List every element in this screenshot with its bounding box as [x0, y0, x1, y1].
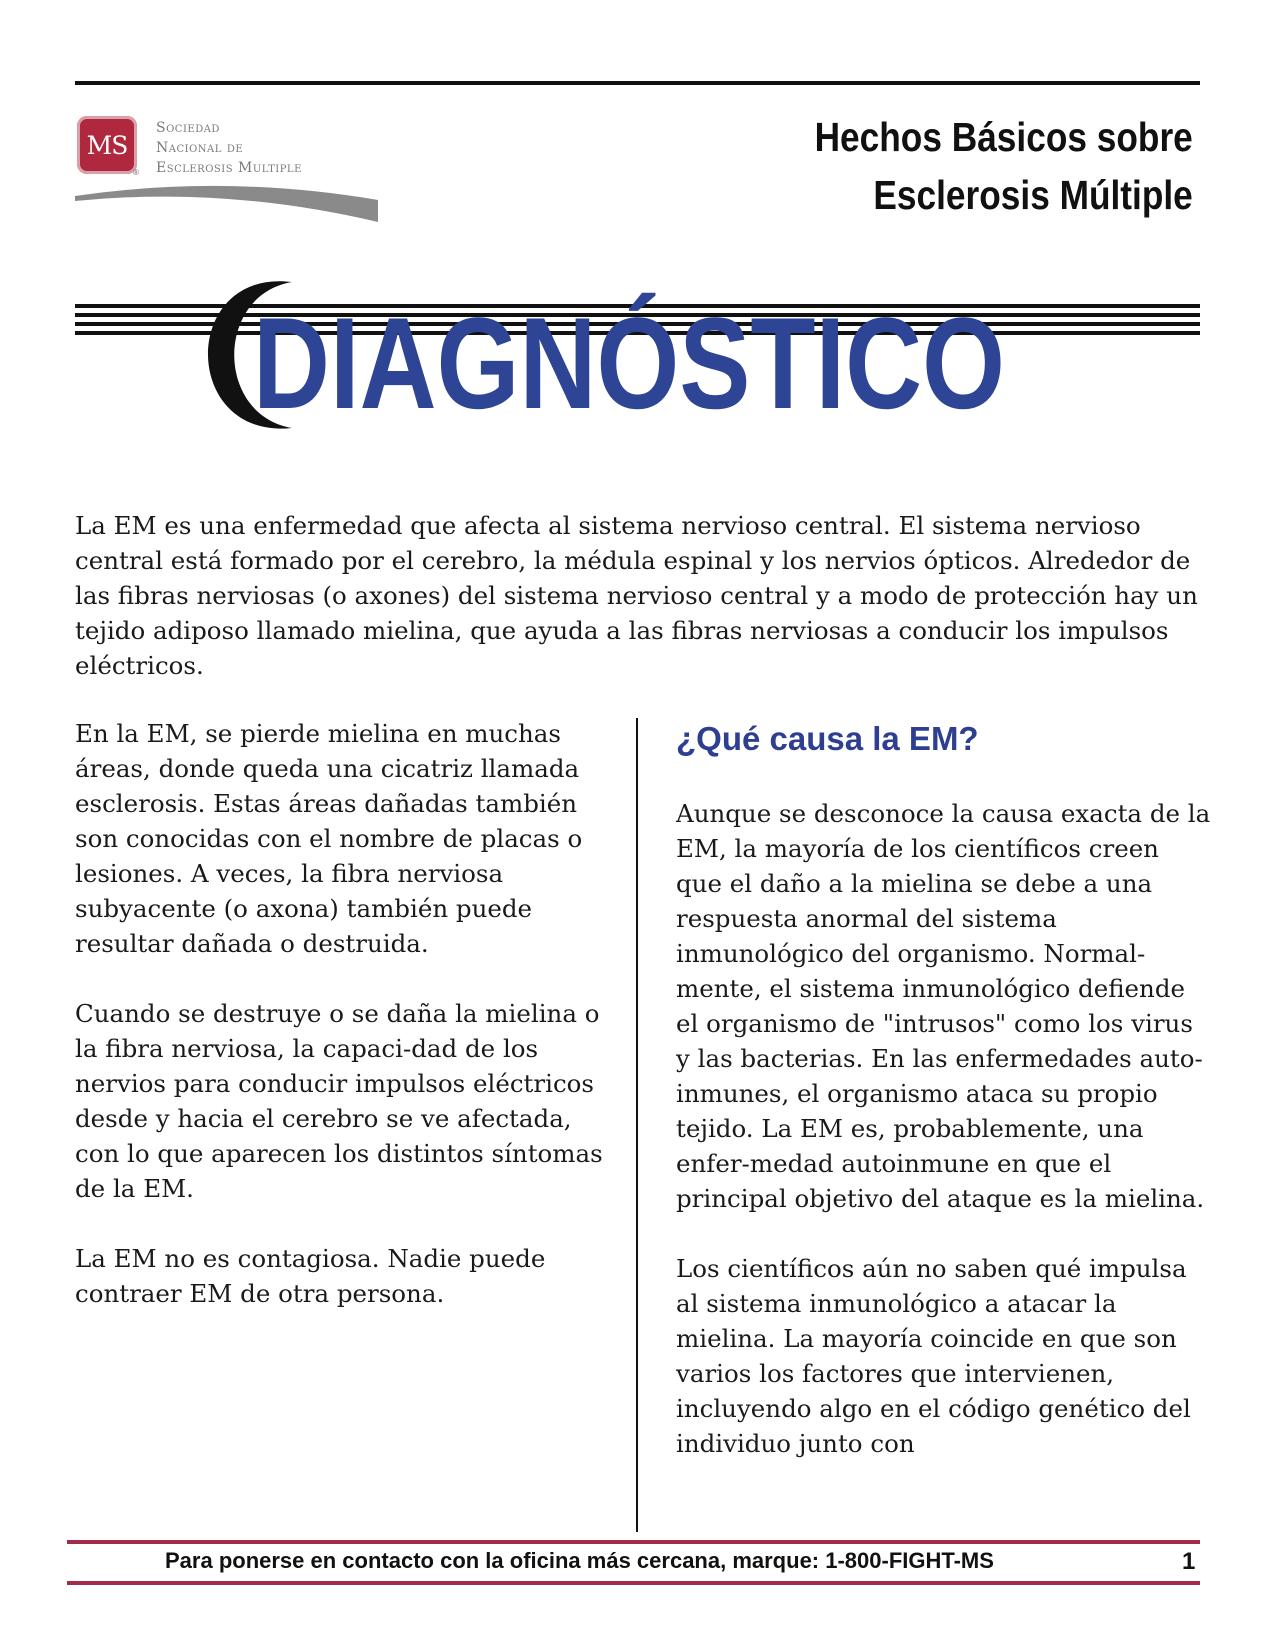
left-paragraph-2: Cuando se destruye o se daña la mielina o la fibra nerviosa, la capaci-dad de los nervios para conducir impulsos eléctricos desde y hacia el cerebro se ve afectada, con lo que aparecen los distintos síntomas de la EM. — [75, 999, 603, 1203]
org-name-line-2: Nacional de — [156, 140, 244, 156]
banner-title: DIAGNÓSTICO — [253, 290, 1005, 436]
right-column — [676, 716, 1211, 1496]
organization-logo — [75, 112, 405, 237]
intro-paragraph: La EM es una enfermedad que afecta al sistema nervioso central. El sistema nervioso central está formado por el cerebro, la médula espinal y los nervios ópticos. Alrededor de las fibras nerviosas (o axones) del sistema nervioso central y a modo de protección hay un tejido adiposo llamado mielina, que ayuda a las fibras nerviosas a conducir los impulsos eléctricos. — [75, 511, 1198, 680]
top-rule — [75, 81, 1200, 85]
logo-swoosh-icon — [75, 180, 385, 236]
document-title-line-1: Hechos Básicos sobre — [814, 114, 1193, 160]
right-paragraph-1: Aunque se desconoce la causa exacta de la EM, la mayoría de los científicos creen que el daño a la mielina se debe a una respuesta anormal del sistema inmunológico del organismo. Normal-mente, el sistema inmunológico defiende el organismo de "intrusos" como los virus y las bacterias. En las enfermedades auto-inmunes, el organismo ataca su propio tejido. La EM es, probablemente, una enfer-medad autoinmune en que el principal objetivo del ataque es la mielina. — [676, 799, 1211, 1213]
document-title — [815, 108, 1193, 224]
org-name-line-1: Sociedad — [156, 120, 220, 136]
right-paragraph-2: Los científicos aún no saben qué impulsa al sistema inmunológico a atacar la mielina. La mayoría coincide en que son varios los factores que intervienen, incluyendo algo en el código genético del individuo junto con — [676, 1254, 1191, 1458]
column-divider — [636, 718, 638, 1532]
org-name-line-3: Esclerosis Multiple — [156, 160, 302, 176]
document-title-line-2: Esclerosis Múltiple — [873, 172, 1193, 218]
diagnostico-banner — [0, 260, 1275, 450]
footer-contact: Para ponerse en contacto con la oficina más cercana, marque: 1-800-FIGHT-MS — [165, 1548, 994, 1573]
page-number: 1 — [1182, 1548, 1196, 1575]
organization-name — [156, 118, 302, 178]
registered-mark: ® — [133, 168, 139, 177]
footer-rule-bottom — [67, 1581, 1200, 1585]
section-heading: ¿Qué causa la EM? — [676, 720, 979, 757]
left-paragraph-3: La EM no es contagiosa. Nadie puede contraer EM de otra persona. — [75, 1244, 546, 1308]
ms-logo-mark — [77, 116, 137, 174]
footer-rule-top — [67, 1540, 1200, 1544]
logo-mark-text: MS — [86, 130, 128, 160]
left-paragraph-1: En la EM, se pierde mielina en muchas áreas, donde queda una cicatriz llamada esclerosis. Estas áreas dañadas también son conocidas con el nombre de placas o lesiones. A veces, la fibra nerviosa subyacente (o axona) también puede resultar dañada o destruida. — [75, 719, 583, 958]
left-column — [75, 716, 610, 1346]
